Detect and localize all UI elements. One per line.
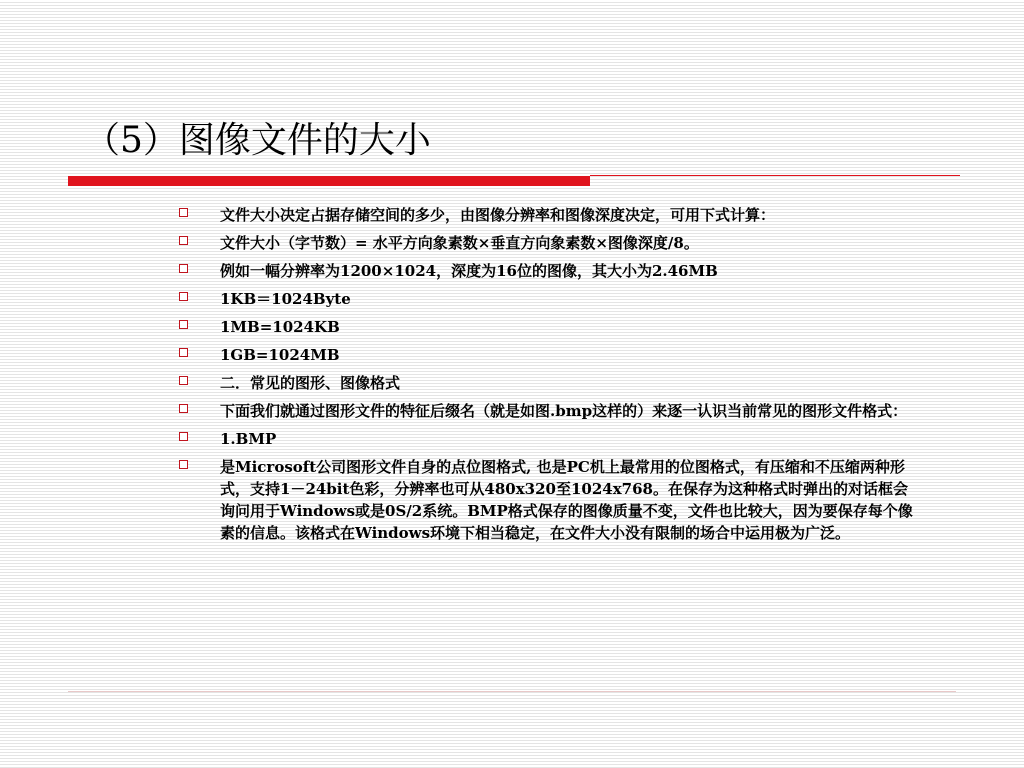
bullet-text: 例如一幅分辨率为1200×1024，深度为16位的图像，其大小为2.46MB: [220, 262, 718, 280]
bullet-text: 1MB=1024KB: [220, 318, 340, 336]
bullet-text: 1KB＝1024Byte: [220, 290, 351, 308]
bullet-item: [176, 288, 956, 310]
bullet-text: 是Microsoft公司图形文件自身的点位图格式, 也是PC机上最常用的位图格式，有压缩和不压缩两种形式，支持1－24bit色彩，分辨率也可从480x320至1024x768。在保存为这种格式时弹出的对话框会询问用于Windows或是0S/2系统。BMP格式保存的图像质量不变，文件也比较大，因为要保存每个像素的信息。该格式在Windows环境下相当稳定，在文件大小没有限制的场合中运用极为广泛。: [220, 458, 913, 542]
bullet-text: 二．常见的图形、图像格式: [220, 374, 401, 392]
square-bullet-icon: [179, 292, 188, 301]
footer-divider: [68, 691, 956, 692]
bullet-item: [176, 344, 956, 366]
square-bullet-icon: [179, 264, 188, 273]
bullet-item: [176, 316, 956, 338]
bullet-text: 1GB=1024MB: [220, 346, 340, 364]
square-bullet-icon: [179, 348, 188, 357]
bullet-item: [176, 232, 956, 254]
square-bullet-icon: [179, 376, 188, 385]
bullet-item: [176, 260, 956, 282]
bullet-item: [176, 400, 956, 422]
slide-title: （5）图像文件的大小: [84, 120, 431, 161]
bullet-item: [176, 372, 956, 394]
bullet-text: 1.BMP: [220, 430, 277, 448]
bullet-item: [176, 456, 956, 544]
title-underline-thin: [590, 175, 960, 176]
bullet-item: [176, 428, 956, 450]
bullet-list: [176, 204, 956, 550]
bullet-text: 文件大小（字节数）= 水平方向象素数×垂直方向象素数×图像深度/8。: [220, 234, 699, 252]
square-bullet-icon: [179, 236, 188, 245]
bullet-text: 下面我们就通过图形文件的特征后缀名（就是如图.bmp这样的）来逐一认识当前常见的图形文件格式：: [220, 402, 908, 420]
square-bullet-icon: [179, 320, 188, 329]
square-bullet-icon: [179, 208, 188, 217]
bullet-item: [176, 204, 956, 226]
square-bullet-icon: [179, 432, 188, 441]
bullet-text: 文件大小决定占据存储空间的多少，由图像分辨率和图像深度决定，可用下式计算：: [220, 206, 776, 224]
square-bullet-icon: [179, 460, 188, 469]
title-underline-red: [68, 176, 590, 186]
square-bullet-icon: [179, 404, 188, 413]
